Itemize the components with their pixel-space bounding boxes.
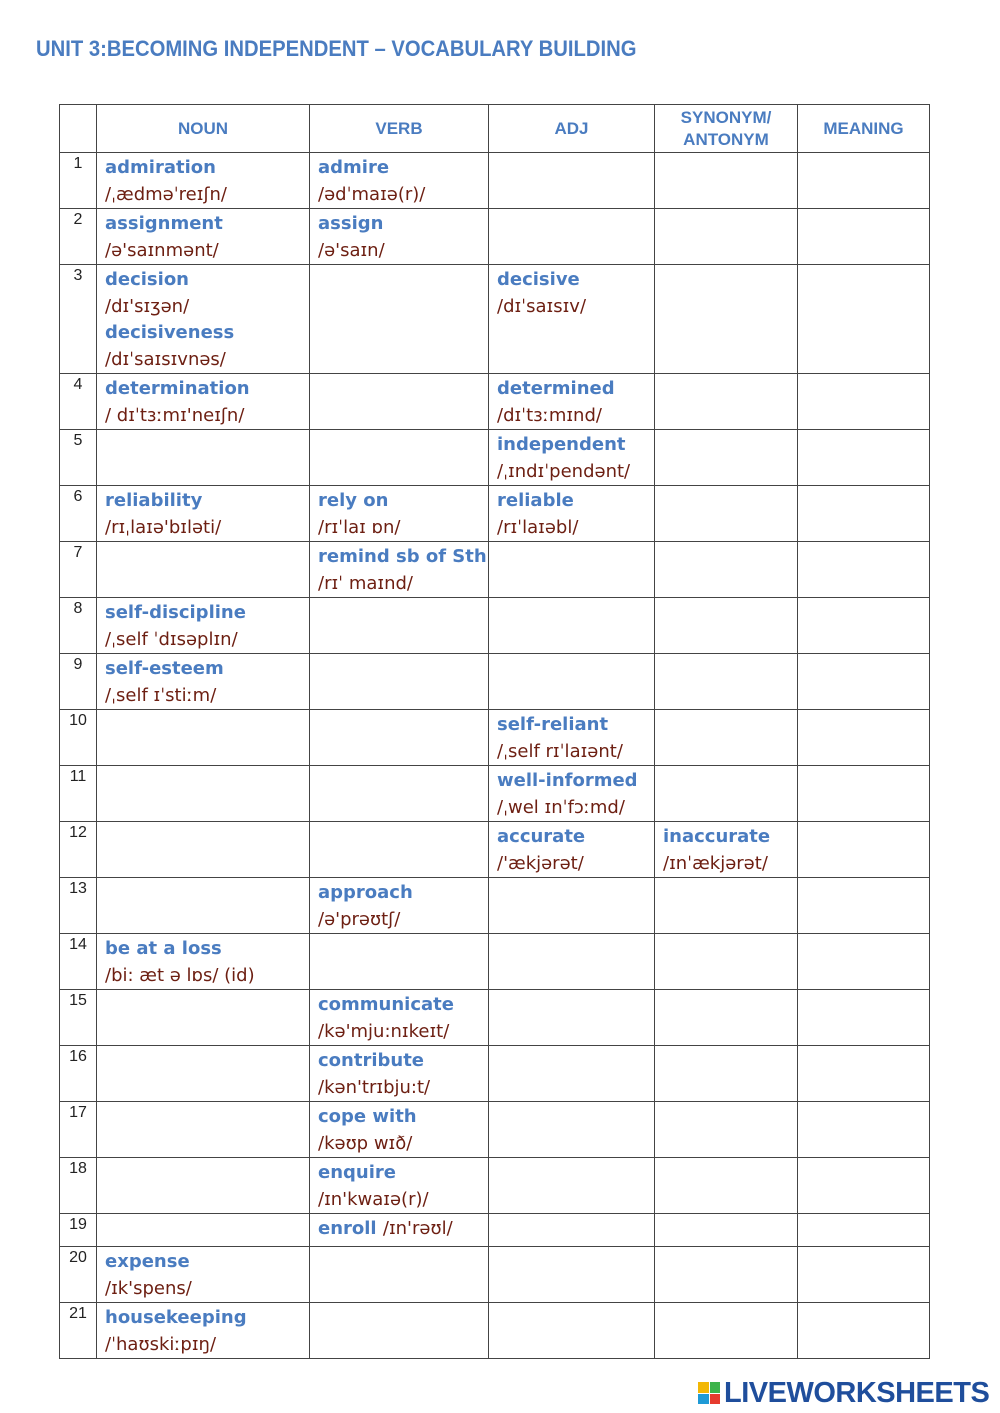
synonym-antonym-cell[interactable] <box>655 934 798 990</box>
adj-cell[interactable] <box>489 878 655 934</box>
verb-cell[interactable] <box>310 598 489 654</box>
vocab-pronunciation: / dɪˈtɜːmɪ'neɪʃn/ <box>105 405 245 426</box>
table-row <box>60 542 930 598</box>
table-row <box>60 710 930 766</box>
synonym-antonym-cell <box>655 822 798 878</box>
verb-cell[interactable] <box>310 710 489 766</box>
table-row <box>60 153 930 209</box>
vocab-word: remind sb of Sth <box>318 546 487 567</box>
synonym-antonym-cell[interactable] <box>655 878 798 934</box>
synonym-antonym-cell[interactable] <box>655 1247 798 1303</box>
vocab-pronunciation: /ˌself ˈdɪsəplɪn/ <box>105 629 238 650</box>
adj-cell[interactable] <box>489 1046 655 1102</box>
noun-cell <box>97 209 310 265</box>
noun-cell[interactable] <box>97 542 310 598</box>
noun-cell <box>97 598 310 654</box>
synonym-antonym-cell[interactable] <box>655 542 798 598</box>
verb-cell[interactable] <box>310 654 489 710</box>
vocab-word: enroll <box>318 1218 377 1239</box>
noun-cell[interactable] <box>97 822 310 878</box>
verb-cell <box>310 1102 489 1158</box>
noun-cell <box>97 934 310 990</box>
vocab-word: admire <box>318 157 390 178</box>
adj-cell[interactable] <box>489 209 655 265</box>
meaning-cell[interactable] <box>798 934 930 990</box>
noun-cell[interactable] <box>97 766 310 822</box>
vocab-word: cope with <box>318 1106 417 1127</box>
meaning-cell[interactable] <box>798 766 930 822</box>
table-row <box>60 1046 930 1102</box>
verb-cell <box>310 153 489 209</box>
vocab-word: communicate <box>318 994 454 1015</box>
synonym-antonym-cell[interactable] <box>655 990 798 1046</box>
vocab-pronunciation: /ˌɪndɪˈpendənt/ <box>497 461 631 482</box>
table-row <box>60 990 930 1046</box>
verb-cell <box>310 542 489 598</box>
row-number: 11 <box>60 766 97 822</box>
row-number: 17 <box>60 1102 97 1158</box>
adj-cell <box>489 430 655 486</box>
vocab-word: reliability <box>105 490 203 511</box>
verb-cell <box>310 1046 489 1102</box>
table-row <box>60 766 930 822</box>
vocab-pronunciation: /dɪ'sɪʒən/ <box>105 296 190 317</box>
vocab-word: reliable <box>497 490 574 511</box>
adj-cell[interactable] <box>489 934 655 990</box>
meaning-cell[interactable] <box>798 878 930 934</box>
synonym-antonym-cell[interactable] <box>655 1303 798 1359</box>
row-number: 18 <box>60 1158 97 1214</box>
vocab-pronunciation: /dɪˈtɜːmɪnd/ <box>497 405 602 426</box>
meaning-cell[interactable] <box>798 1158 930 1214</box>
adj-cell[interactable] <box>489 598 655 654</box>
vocab-pronunciation: /rɪˈlaɪəbl/ <box>497 517 579 538</box>
table-body <box>60 153 930 1359</box>
verb-cell[interactable] <box>310 430 489 486</box>
noun-cell[interactable] <box>97 1102 310 1158</box>
meaning-cell[interactable] <box>798 1247 930 1303</box>
adj-cell[interactable] <box>489 1158 655 1214</box>
vocab-pronunciation: /ɪn'kwaɪə(r)/ <box>318 1189 429 1210</box>
meaning-cell[interactable] <box>798 209 930 265</box>
vocab-pronunciation: /ə'saɪnmənt/ <box>105 240 219 261</box>
table-row <box>60 1158 930 1214</box>
synonym-antonym-cell[interactable] <box>655 265 798 374</box>
vocab-word: independent <box>497 434 626 455</box>
table-row <box>60 822 930 878</box>
row-number: 1 <box>60 153 97 209</box>
vocab-pronunciation: /ə'prəʊtʃ/ <box>318 909 401 930</box>
synonym-antonym-cell[interactable] <box>655 598 798 654</box>
header-noun: NOUN <box>97 105 310 153</box>
vocab-word: contribute <box>318 1050 425 1071</box>
table-row <box>60 598 930 654</box>
noun-cell[interactable] <box>97 430 310 486</box>
meaning-cell[interactable] <box>798 710 930 766</box>
noun-cell <box>97 374 310 430</box>
synonym-antonym-cell[interactable] <box>655 1214 798 1247</box>
verb-cell <box>310 990 489 1046</box>
vocab-word: assign <box>318 213 384 234</box>
row-number: 21 <box>60 1303 97 1359</box>
vocab-pronunciation: /rɪˈlaɪ ɒn/ <box>318 517 401 538</box>
row-number: 8 <box>60 598 97 654</box>
vocab-pronunciation: /ɪk'spens/ <box>105 1278 192 1299</box>
logo-square <box>710 1382 721 1393</box>
verb-cell <box>310 878 489 934</box>
header-synonym-line1: SYNONYM/ <box>680 107 772 127</box>
adj-cell[interactable] <box>489 1303 655 1359</box>
liveworksheets-mark-icon <box>698 1382 720 1404</box>
adj-cell[interactable] <box>489 1247 655 1303</box>
vocab-pronunciation: /kən'trɪbju:t/ <box>318 1077 431 1098</box>
meaning-cell[interactable] <box>798 654 930 710</box>
row-number: 9 <box>60 654 97 710</box>
synonym-antonym-cell[interactable] <box>655 1046 798 1102</box>
synonym-antonym-cell[interactable] <box>655 1102 798 1158</box>
row-number: 19 <box>60 1214 97 1247</box>
synonym-antonym-cell[interactable] <box>655 374 798 430</box>
noun-cell[interactable] <box>97 878 310 934</box>
synonym-antonym-cell[interactable] <box>655 654 798 710</box>
verb-cell <box>310 486 489 542</box>
table-row <box>60 209 930 265</box>
table-row <box>60 934 930 990</box>
header-verb: VERB <box>310 105 489 153</box>
vocab-pronunciation: /ɪn'rəʊl/ <box>382 1218 453 1239</box>
verb-cell[interactable] <box>310 374 489 430</box>
meaning-cell[interactable] <box>798 1046 930 1102</box>
row-number: 7 <box>60 542 97 598</box>
verb-cell[interactable] <box>310 265 489 374</box>
vocab-word: enquire <box>318 1162 396 1183</box>
adj-cell[interactable] <box>489 654 655 710</box>
vocab-pronunciation: /bi: æt ə lɒs/ (id) <box>105 965 255 986</box>
logo-square <box>698 1394 709 1405</box>
row-number: 4 <box>60 374 97 430</box>
header-adj: ADJ <box>489 105 655 153</box>
vocab-pronunciation: /ˌself ɪˈstiːm/ <box>105 685 217 706</box>
meaning-cell[interactable] <box>798 822 930 878</box>
row-number: 6 <box>60 486 97 542</box>
verb-cell[interactable] <box>310 934 489 990</box>
vocab-word: accurate <box>497 826 586 847</box>
vocab-word: self-esteem <box>105 658 224 679</box>
row-number: 15 <box>60 990 97 1046</box>
vocab-pronunciation: /ˈhaʊskiːpɪŋ/ <box>105 1334 217 1355</box>
adj-cell[interactable] <box>489 153 655 209</box>
vocab-word: determination <box>105 378 250 399</box>
verb-cell <box>310 1158 489 1214</box>
verb-cell[interactable] <box>310 766 489 822</box>
row-number: 12 <box>60 822 97 878</box>
vocab-word: inaccurate <box>663 826 771 847</box>
row-number: 16 <box>60 1046 97 1102</box>
synonym-antonym-cell[interactable] <box>655 153 798 209</box>
vocab-word: assignment <box>105 213 223 234</box>
vocab-word: decisive <box>497 269 580 290</box>
noun-cell[interactable] <box>97 1046 310 1102</box>
vocab-pronunciation: /rɪˌlaɪə'bɪləti/ <box>105 517 222 538</box>
table-row <box>60 1303 930 1359</box>
table-row <box>60 1214 930 1247</box>
verb-cell <box>310 209 489 265</box>
noun-cell <box>97 1247 310 1303</box>
noun-cell <box>97 654 310 710</box>
synonym-antonym-cell[interactable] <box>655 1158 798 1214</box>
liveworksheets-logo <box>698 1376 989 1410</box>
meaning-cell[interactable] <box>798 598 930 654</box>
table-row <box>60 878 930 934</box>
vocab-word: self-discipline <box>105 602 246 623</box>
adj-cell <box>489 486 655 542</box>
vocab-word: decision <box>105 269 189 290</box>
header-synonym-line2: ANTONYM <box>683 129 769 149</box>
meaning-cell[interactable] <box>798 430 930 486</box>
row-number: 14 <box>60 934 97 990</box>
adj-cell[interactable] <box>489 1214 655 1247</box>
vocab-pronunciation: /dɪˈsaɪsɪv/ <box>497 296 587 317</box>
header-meaning: MEANING <box>798 105 930 153</box>
adj-cell[interactable] <box>489 1102 655 1158</box>
noun-cell <box>97 486 310 542</box>
noun-cell[interactable] <box>97 710 310 766</box>
meaning-cell[interactable] <box>798 486 930 542</box>
vocab-pronunciation: /kə'mju:nɪkeɪt/ <box>318 1021 450 1042</box>
adj-cell <box>489 374 655 430</box>
vocab-word: determined <box>497 378 615 399</box>
vocab-word: approach <box>318 882 413 903</box>
row-number: 5 <box>60 430 97 486</box>
meaning-cell[interactable] <box>798 990 930 1046</box>
synonym-antonym-cell[interactable] <box>655 209 798 265</box>
meaning-cell[interactable] <box>798 542 930 598</box>
noun-cell[interactable] <box>97 990 310 1046</box>
verb-cell[interactable] <box>310 1303 489 1359</box>
table-row <box>60 430 930 486</box>
vocab-word: decisiveness <box>105 322 235 343</box>
vocab-pronunciation: /rɪˈ maɪnd/ <box>318 573 413 594</box>
adj-cell <box>489 265 655 374</box>
worksheet-title: UNIT 3:BECOMING INDEPENDENT – VOCABULARY BUILDING <box>36 36 637 61</box>
header-synonym-antonym <box>655 105 798 153</box>
vocab-pronunciation: /dɪˈsaɪsɪvnəs/ <box>105 349 226 370</box>
vocab-word: housekeeping <box>105 1307 247 1328</box>
vocab-pronunciation: /ˌself rɪˈlaɪənt/ <box>497 741 623 762</box>
meaning-cell[interactable] <box>798 1214 930 1247</box>
vocab-pronunciation: /'ækjərət/ <box>497 853 584 874</box>
verb-cell[interactable] <box>310 1247 489 1303</box>
noun-cell <box>97 153 310 209</box>
meaning-cell[interactable] <box>798 1102 930 1158</box>
vocab-pronunciation: /kəʊp wɪð/ <box>318 1133 413 1154</box>
synonym-antonym-cell[interactable] <box>655 710 798 766</box>
verb-cell[interactable] <box>310 822 489 878</box>
meaning-cell[interactable] <box>798 265 930 374</box>
noun-cell[interactable] <box>97 1214 310 1247</box>
synonym-antonym-cell[interactable] <box>655 486 798 542</box>
row-number: 20 <box>60 1247 97 1303</box>
table-row <box>60 486 930 542</box>
vocab-word: be at a loss <box>105 938 222 959</box>
synonym-antonym-cell[interactable] <box>655 430 798 486</box>
meaning-cell[interactable] <box>798 153 930 209</box>
table-row <box>60 265 930 374</box>
header-row <box>60 105 930 153</box>
header-number <box>60 105 97 153</box>
vocab-word: self-reliant <box>497 714 609 735</box>
table-row <box>60 1102 930 1158</box>
noun-cell <box>97 265 310 374</box>
adj-cell <box>489 822 655 878</box>
adj-cell[interactable] <box>489 542 655 598</box>
table-row <box>60 1247 930 1303</box>
verb-cell <box>310 1214 489 1247</box>
adj-cell <box>489 766 655 822</box>
noun-cell <box>97 1303 310 1359</box>
adj-cell <box>489 710 655 766</box>
vocab-pronunciation: /ˌædməˈreɪʃn/ <box>105 184 227 205</box>
row-number: 10 <box>60 710 97 766</box>
row-number: 13 <box>60 878 97 934</box>
noun-cell[interactable] <box>97 1158 310 1214</box>
vocab-entry <box>318 1216 480 1242</box>
vocab-word: rely on <box>318 490 389 511</box>
meaning-cell[interactable] <box>798 374 930 430</box>
row-number: 3 <box>60 265 97 374</box>
table-row <box>60 654 930 710</box>
logo-square <box>698 1382 709 1393</box>
adj-cell[interactable] <box>489 990 655 1046</box>
synonym-antonym-cell[interactable] <box>655 766 798 822</box>
vocab-pronunciation: /ə'saɪn/ <box>318 240 385 261</box>
vocab-pronunciation: /ˌwel ɪnˈfɔːmd/ <box>497 797 625 818</box>
meaning-cell[interactable] <box>798 1303 930 1359</box>
table-row <box>60 374 930 430</box>
vocab-word: well-informed <box>497 770 638 791</box>
vocabulary-table <box>59 104 930 1359</box>
row-number: 2 <box>60 209 97 265</box>
logo-square <box>710 1394 721 1405</box>
vocab-word: admiration <box>105 157 216 178</box>
vocab-word: expense <box>105 1251 190 1272</box>
vocab-pronunciation: /ədˈmaɪə(r)/ <box>318 184 426 205</box>
vocab-pronunciation: /ɪnˈækjərət/ <box>663 853 768 874</box>
logo-text: LIVEWORKSHEETS <box>724 1376 990 1409</box>
